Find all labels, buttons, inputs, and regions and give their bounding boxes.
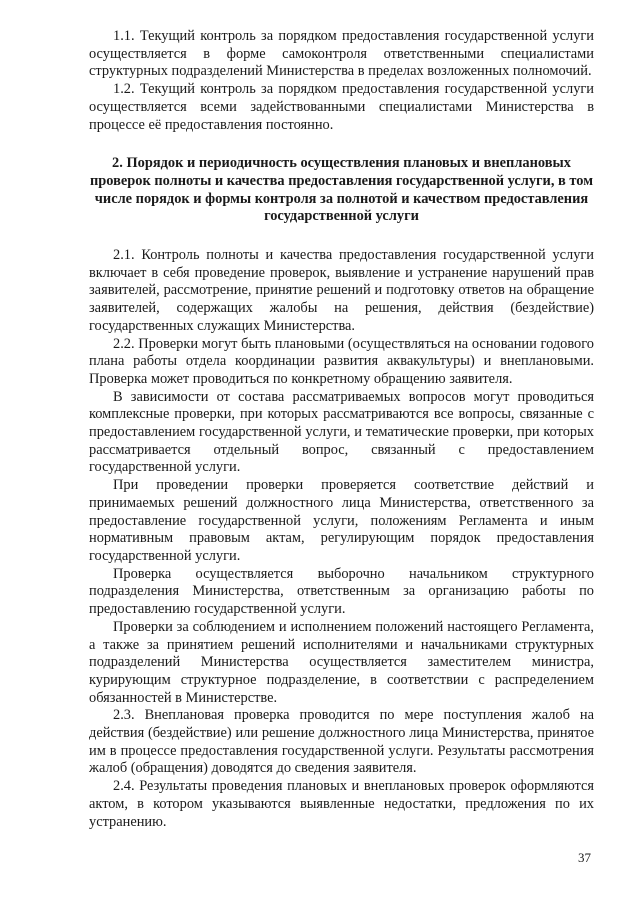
page-number: 37 xyxy=(578,850,591,865)
paragraph-2-3: 2.3. Внеплановая проверка проводится по мере поступления жалоб на действия (бездействие) или решение должностного лица Министерства, принятое им в процессе предоставления государственной услуги. Результаты рассмотрения жалоб (обращения) доводятся до сведения заявителя. xyxy=(89,707,594,777)
paragraph-check-types: В зависимости от состава рассматриваемых вопросов могут проводиться комплексные проверки, при которых рассматриваются все вопросы, связанные с предоставлением государственной услуги, и тематические проверки, при которых рассматривается отдельный вопрос, связанный с предоставлением государственной услуги. xyxy=(89,388,594,476)
paragraph-1-1: 1.1. Текущий контроль за порядком предоставления государственной услуги осуществляется в форме самоконтроля ответственными специалистами структурных подразделений Министерства в пределах возложенных полномочий. xyxy=(89,28,594,80)
paragraph-check-deputy: Проверки за соблюдением и исполнением положений настоящего Регламента, а также за принятием решений исполнителями и начальниками структурных подразделений Министерства осуществляется заместителем министра, курирующим структурное подразделение, в соответствии с распределением обязанностей в Министерстве. xyxy=(89,618,594,706)
document-page xyxy=(89,28,594,831)
paragraph-1-2: 1.2. Текущий контроль за порядком предоставления государственной услуги осуществляется всеми задействованными специалистами Министерства в процессе её предоставления постоянно. xyxy=(89,81,594,133)
paragraph-2-4: 2.4. Результаты проведения плановых и внеплановых проверок оформляются актом, в котором указываются выявленные недостатки, предложения по их устранению. xyxy=(89,778,594,830)
paragraph-check-selective: Проверка осуществляется выборочно начальником структурного подразделения Министерства, ответственным за организацию работы по предоставлению государственной услуги. xyxy=(89,565,594,618)
paragraph-2-1: 2.1. Контроль полноты и качества предоставления государственной услуги включает в себя проведение проверок, выявление и устранение нарушений прав заявителей, рассмотрение, принятие решений и подготовку ответов на обращение заявителей, содержащих жалобы на решения, действия (бездействие) государственных служащих Министерства. xyxy=(89,247,594,334)
paragraph-2-2: 2.2. Проверки могут быть плановыми (осуществляться на основании годового плана работы отдела координации развития аквакультуры) и внеплановыми. Проверка может проводиться по конкретному обращению заявителя. xyxy=(89,335,594,387)
paragraph-check-compliance: При проведении проверки проверяется соответствие действий и принимаемых решений должностного лица Министерства, ответственного за предоставление государственной услуги, положениям Регламента и иным нормативным правовым актам, регулирующим порядок предоставления государственной услуги. xyxy=(89,477,594,564)
section-heading: 2. Порядок и периодичность осуществления плановых и внеплановых проверок полноты и качества предоставления государственной услуги, в том числе порядок и формы контроля за полнотой и качеством предоставления государственной услуги xyxy=(89,155,594,225)
